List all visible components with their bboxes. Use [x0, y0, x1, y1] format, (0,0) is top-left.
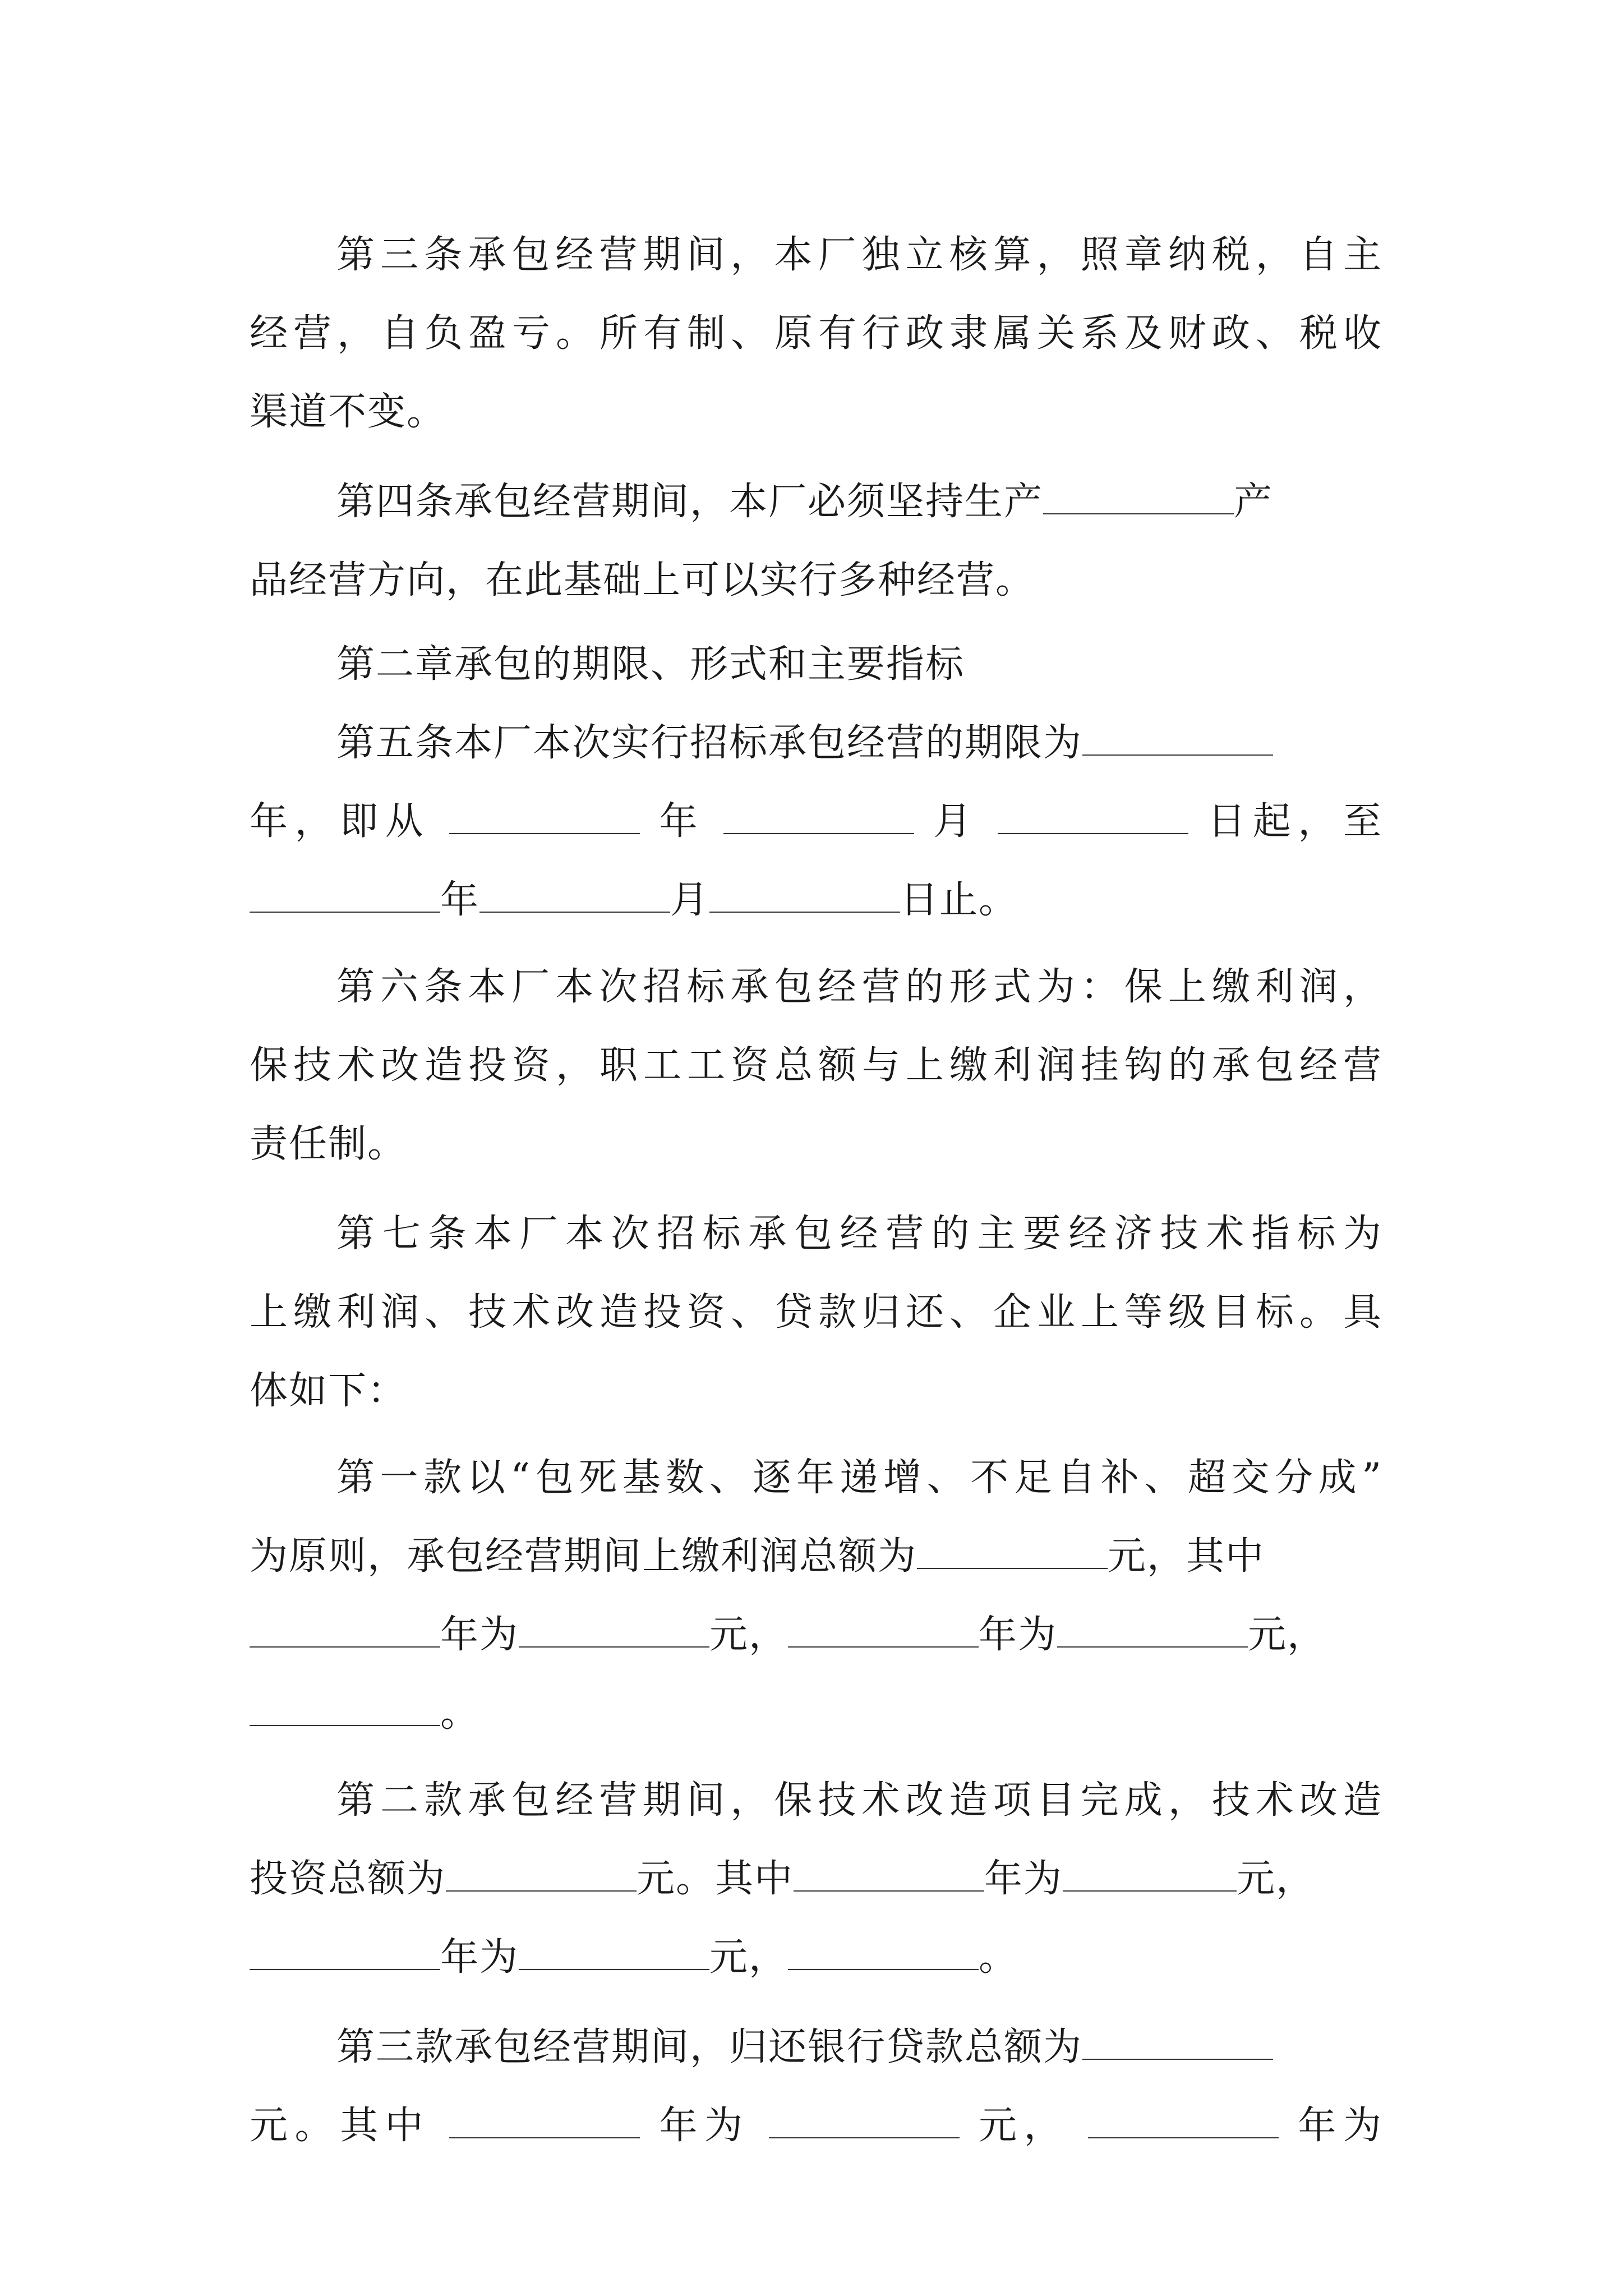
clause-1-line-4 — [250, 1686, 1382, 1742]
article-5-line-3 — [250, 872, 1382, 928]
blank-field — [723, 796, 914, 834]
article-6-line-2: 保技术改造投资，职工工资总额与上缴利润挂钩的承包经营 — [250, 1043, 1382, 1088]
text: 月 — [933, 799, 979, 844]
article-4-line-2: 品经营方向，在此基础上可以实行多种经营。 — [250, 558, 1035, 602]
blank-field — [1043, 476, 1234, 514]
text: 年 — [659, 799, 705, 844]
article-5-line-2 — [250, 794, 1382, 850]
clause-2-line-3 — [250, 1930, 1382, 1986]
blank-field — [794, 1853, 984, 1892]
blank-field — [1088, 2100, 1279, 2138]
blank-field — [519, 1609, 709, 1648]
clause-3-line-2 — [250, 2098, 1382, 2154]
text: 年 — [440, 878, 480, 922]
article-4-line-1 — [336, 474, 1382, 530]
blank-field — [250, 1609, 440, 1648]
text: 第三款承包经营期间，归还银行贷款总额为 — [336, 2025, 1083, 2069]
blank-field — [998, 796, 1188, 834]
text: 日止。 — [900, 878, 1018, 922]
text: 第五条本厂本次实行招标承包经营的期限为 — [336, 721, 1083, 765]
article-7-line-3: 体如下： — [250, 1369, 407, 1413]
blank-field — [769, 2100, 960, 2138]
blank-field — [449, 2100, 640, 2138]
text: 年为 — [440, 1935, 519, 1980]
text: 为原则，承包经营期间上缴利润总额为 — [250, 1534, 917, 1579]
article-5-line-1 — [336, 715, 1382, 771]
text: 年为 — [659, 2104, 750, 2148]
text: 元， — [1248, 1613, 1327, 1657]
blank-field — [1082, 2022, 1273, 2060]
blank-field — [788, 1932, 979, 1970]
article-7-line-1: 第七条本厂本次招标承包经营的主要经济技术指标为 — [336, 1212, 1382, 1256]
text: 月 — [670, 878, 710, 922]
blank-field — [1082, 717, 1273, 756]
article-6-line-3: 责任制。 — [250, 1122, 407, 1166]
text: 第四条承包经营期间，本厂必须坚持生产 — [336, 480, 1044, 524]
clause-1-line-3 — [250, 1607, 1382, 1663]
article-3-line-2: 经营，自负盈亏。所有制、原有行政隶属关系及财政、税收 — [250, 311, 1382, 356]
blank-field — [449, 796, 640, 834]
text: 元。其中 — [637, 1857, 794, 1901]
text: 元， — [709, 1613, 789, 1657]
text: 。 — [979, 1935, 1018, 1980]
blank-field — [709, 875, 900, 913]
article-6-line-1: 第六条本厂本次招标承包经营的形式为：保上缴利润， — [336, 965, 1382, 1009]
blank-field — [788, 1609, 979, 1648]
text: 元，其中 — [1108, 1534, 1265, 1579]
clause-1-line-1: 第一款以“包死基数、逐年递增、不足自补、超交分成” — [336, 1456, 1382, 1500]
text: 年，即从 — [250, 799, 431, 844]
article-3-line-1: 第三条承包经营期间，本厂独立核算，照章纳税，自主 — [336, 233, 1382, 277]
chapter-2-heading: 第二章承包的期限、形式和主要指标 — [336, 642, 965, 687]
blank-field — [250, 1932, 440, 1970]
blank-field — [479, 875, 670, 913]
text: 元， — [978, 2104, 1069, 2148]
text: 年为 — [984, 1857, 1063, 1901]
text: 日起，至 — [1207, 799, 1382, 844]
text: 元， — [1237, 1857, 1316, 1901]
clause-2-line-2 — [250, 1851, 1382, 1907]
text: 产 — [1234, 480, 1274, 524]
article-3-line-3: 渠道不变。 — [250, 390, 446, 434]
clause-2-line-1: 第二款承包经营期间，保技术改造项目完成，技术改造 — [336, 1778, 1382, 1823]
blank-field — [1063, 1853, 1237, 1892]
blank-field — [446, 1853, 637, 1892]
blank-field — [519, 1932, 709, 1970]
blank-field — [250, 1688, 440, 1726]
blank-field — [917, 1531, 1108, 1569]
text: 年为 — [1298, 2104, 1382, 2148]
clause-1-line-2 — [250, 1529, 1382, 1585]
text: 。 — [440, 1691, 480, 1736]
text: 年为 — [440, 1613, 519, 1657]
blank-field — [250, 875, 440, 913]
blank-field — [1057, 1609, 1248, 1648]
text: 投资总额为 — [250, 1857, 446, 1901]
text: 元。其中 — [250, 2104, 431, 2148]
article-7-line-2: 上缴利润、技术改造投资、贷款归还、企业上等级目标。具 — [250, 1290, 1382, 1335]
clause-3-line-1 — [336, 2019, 1382, 2076]
text: 元， — [709, 1935, 789, 1980]
text: 年为 — [979, 1613, 1058, 1657]
